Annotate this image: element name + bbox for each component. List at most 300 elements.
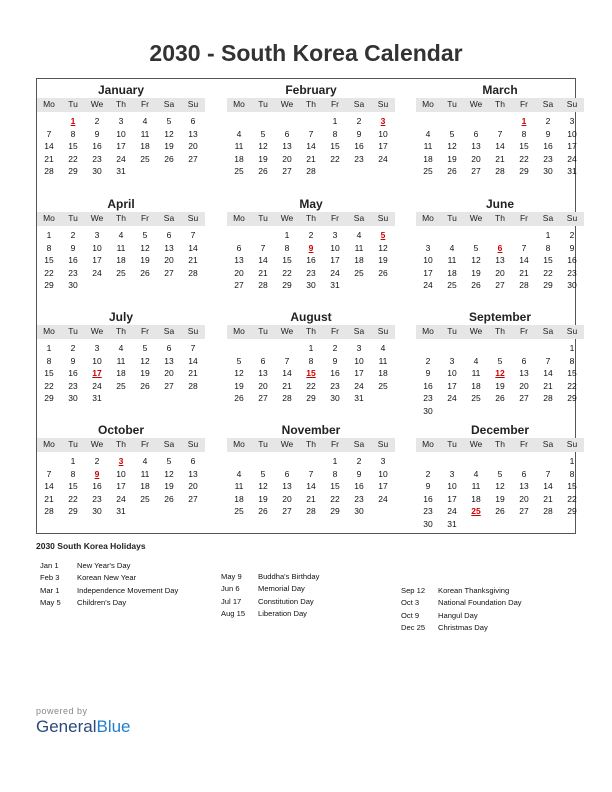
weekday-label: We [90,213,104,223]
day-cell: 21 [306,493,316,504]
day-cell: 15 [68,481,78,492]
day-cell: 29 [68,166,78,177]
day-cell: 20 [282,153,292,164]
day-cell: 17 [354,368,364,379]
month-december [416,419,584,527]
weekday-label: Mo [43,439,55,449]
weekday-label: Mo [422,439,434,449]
day-cell: 10 [378,128,388,139]
day-cell: 13 [188,128,198,139]
weekday-label: We [469,213,483,223]
holiday-name: National Foundation Day [438,598,522,608]
day-cell: 27 [188,153,198,164]
holiday-item [401,610,522,622]
day-cell: 6 [166,230,172,240]
holiday-date: Dec 25 [401,623,426,633]
day-cell: 10 [378,468,388,479]
day-cell: 17 [378,481,388,492]
day-cell: 15 [567,481,577,492]
day-cell: 13 [258,368,268,379]
month-name: May [299,197,323,211]
day-cell: 5 [236,355,242,366]
day-cell: 6 [260,355,266,366]
weekday-label: Su [187,326,199,336]
day-cell: 10 [567,128,577,139]
day-cell: 22 [68,153,78,164]
day-cell: 12 [378,242,388,253]
day-cell: 26 [258,166,268,177]
day-cell: 3 [118,116,124,126]
weekday-label: Th [116,439,126,449]
day-cell: 27 [234,280,244,291]
weekday-header [416,438,584,452]
weekday-label: Fr [519,213,529,223]
weekday-label: Sa [353,439,365,449]
holiday-day: 1 [70,116,76,126]
day-cell: 2 [356,456,362,466]
day-cell: 7 [46,128,52,139]
day-cell: 2 [569,230,575,240]
day-cell: 27 [495,280,505,291]
day-cell: 31 [447,519,457,529]
day-cell: 6 [284,468,290,479]
day-cell: 22 [567,380,577,391]
day-cell: 27 [164,380,174,391]
day-cell: 16 [567,255,577,266]
day-cell: 18 [140,141,150,152]
day-cell: 24 [354,380,364,391]
day-cell: 1 [332,116,338,126]
day-cell: 25 [378,380,388,391]
holiday-column [401,585,522,635]
brand-blue: Blue [96,717,131,736]
calendar-grid [36,78,576,534]
day-cell: 15 [68,141,78,152]
weekday-label: We [469,439,483,449]
day-cell: 9 [356,468,362,479]
day-cell: 1 [284,230,290,240]
day-cell: 13 [282,141,292,152]
holiday-name: Constitution Day [258,596,314,606]
weekday-label: Fr [140,213,150,223]
weekday-label: We [90,99,104,109]
day-cell: 20 [164,255,174,266]
day-cell: 17 [447,493,457,504]
weekday-label: Sa [163,213,175,223]
day-cell: 14 [543,368,553,379]
weekday-label: Th [116,99,126,109]
day-cell: 13 [495,255,505,266]
day-cell: 28 [282,393,292,404]
weekday-label: We [280,326,294,336]
day-cell: 6 [521,355,527,366]
holiday-date: Oct 3 [401,598,420,608]
day-cell: 5 [497,468,503,479]
weekday-label: Mo [233,99,245,109]
day-cell: 9 [545,128,551,139]
holiday-name: Korean Thanksgiving [438,586,510,595]
powered-by-text: powered by [36,706,88,716]
page-title: 2030 - South Korea Calendar [149,40,463,66]
holiday-name: Hangul Day [438,610,478,620]
day-cell: 14 [543,481,553,492]
day-cell: 18 [447,267,457,278]
weekday-label: Sa [163,439,175,449]
weekday-label: Su [377,439,389,449]
day-cell: 14 [258,255,268,266]
day-cell: 10 [116,468,126,479]
weekday-label: Tu [68,99,78,109]
day-cell: 28 [188,380,198,391]
day-cell: 22 [306,380,316,391]
day-cell: 13 [519,368,529,379]
day-cell: 29 [44,280,54,291]
holiday-date: Feb 3 [40,573,60,583]
weekday-label: Mo [233,439,245,449]
day-cell: 31 [116,166,126,177]
holiday-day: 25 [471,506,481,517]
day-cell: 21 [543,380,553,391]
weekday-label: Fr [330,326,340,336]
holiday-item [221,608,319,620]
holiday-item [401,585,522,597]
day-cell: 26 [258,506,268,517]
day-cell: 11 [234,141,244,152]
weekday-label: Su [377,99,389,109]
holiday-name: New Year's Day [77,561,131,570]
day-cell: 5 [497,355,503,366]
day-cell: 7 [260,242,266,253]
day-cell: 22 [567,493,577,504]
day-cell: 28 [44,506,54,517]
day-cell: 19 [258,493,268,504]
holiday-name: Memorial Day [258,584,305,594]
weekday-header [227,438,395,452]
day-cell: 13 [164,355,174,366]
weekday-label: Tu [447,439,457,449]
day-cell: 14 [519,255,529,266]
day-cell: 12 [447,141,457,152]
day-cell: 2 [94,116,100,126]
month-name: December [470,423,530,437]
day-cell: 9 [425,368,431,379]
day-cell: 1 [46,230,52,240]
month-march [416,79,584,187]
day-cell: 16 [68,368,78,379]
day-cell: 14 [188,242,198,253]
day-cell: 4 [473,355,479,366]
day-cell: 16 [354,141,364,152]
day-cell: 26 [495,393,505,404]
holiday-name: Korean New Year [77,573,137,583]
day-cell: 17 [378,141,388,152]
month-name: October [97,423,144,437]
day-cell: 4 [473,468,479,479]
day-cell: 23 [68,380,78,391]
day-cell: 1 [569,456,575,466]
month-may [227,193,395,301]
day-cell: 25 [471,393,481,404]
day-cell: 24 [116,153,126,164]
month-july [37,306,205,414]
day-cell: 5 [166,456,172,466]
day-cell: 23 [423,506,433,517]
day-cell: 8 [332,128,338,139]
day-cell: 26 [378,267,388,278]
day-cell: 30 [423,406,433,416]
weekday-label: Su [187,213,199,223]
day-cell: 2 [308,230,314,240]
holiday-column [40,560,178,610]
day-cell: 22 [44,267,54,278]
day-cell: 7 [521,242,527,253]
month-name: September [468,310,532,324]
day-cell: 1 [569,343,575,353]
day-cell: 6 [190,116,196,126]
day-cell: 10 [116,128,126,139]
weekday-label: Su [187,439,199,449]
day-cell: 12 [164,468,174,479]
day-cell: 10 [423,255,433,266]
holiday-name: Liberation Day [258,609,307,619]
holiday-day: 1 [521,116,527,126]
day-cell: 12 [258,141,268,152]
day-cell: 12 [258,481,268,492]
holiday-item [40,560,178,572]
day-cell: 11 [423,141,433,152]
day-cell: 28 [188,267,198,278]
day-cell: 4 [449,242,455,253]
weekday-label: We [280,99,294,109]
weekday-label: Tu [258,326,268,336]
day-cell: 10 [92,242,102,253]
day-cell: 17 [116,481,126,492]
weekday-header [37,438,205,452]
day-cell: 6 [190,456,196,466]
weekday-label: Th [306,213,316,223]
weekday-label: Fr [140,326,150,336]
day-cell: 15 [543,255,553,266]
day-cell: 16 [330,368,340,379]
day-cell: 27 [282,166,292,177]
holiday-name: Children's Day [77,598,127,608]
day-cell: 29 [567,506,577,517]
day-cell: 24 [447,393,457,404]
holiday-date: Aug 15 [221,609,246,619]
day-cell: 19 [140,368,150,379]
day-cell: 24 [423,280,433,291]
day-cell: 8 [569,355,575,366]
day-cell: 6 [473,128,479,139]
day-cell: 12 [140,242,150,253]
day-cell: 23 [423,393,433,404]
weekday-label: Sa [353,326,365,336]
weekday-label: Tu [447,326,457,336]
day-cell: 26 [140,380,150,391]
day-cell: 30 [92,506,102,517]
day-cell: 20 [234,267,244,278]
day-cell: 21 [306,153,316,164]
holiday-date: Mar 1 [40,585,60,595]
day-cell: 24 [378,153,388,164]
day-cell: 16 [92,141,102,152]
weekday-label: Th [306,439,316,449]
day-cell: 18 [354,255,364,266]
weekday-header [227,325,395,339]
day-cell: 14 [188,355,198,366]
day-cell: 18 [234,153,244,164]
holidays-title: 2030 South Korea Holidays [36,541,146,551]
day-cell: 29 [543,280,553,291]
day-cell: 16 [354,481,364,492]
day-cell: 23 [354,153,364,164]
day-cell: 31 [92,393,102,404]
generalblue-logo[interactable] [36,717,131,737]
day-cell: 27 [471,166,481,177]
day-cell: 23 [92,493,102,504]
weekday-label: Mo [43,213,55,223]
day-cell: 30 [68,280,78,291]
day-cell: 24 [447,506,457,517]
day-cell: 5 [260,128,266,139]
day-cell: 5 [142,343,148,353]
day-cell: 11 [447,255,457,266]
day-cell: 11 [471,368,481,379]
day-cell: 16 [92,481,102,492]
day-cell: 4 [118,343,124,353]
day-cell: 29 [44,393,54,404]
day-cell: 26 [234,393,244,404]
day-cell: 1 [308,343,314,353]
day-cell: 8 [332,468,338,479]
day-cell: 11 [234,481,244,492]
day-cell: 27 [519,506,529,517]
day-cell: 28 [44,166,54,177]
weekday-label: Su [566,99,578,109]
day-cell: 29 [282,280,292,291]
day-cell: 8 [70,468,76,479]
day-cell: 8 [46,355,52,366]
holiday-name: Independence Movement Day [77,585,179,595]
day-cell: 20 [164,368,174,379]
day-cell: 29 [330,506,340,517]
weekday-label: Sa [353,213,365,223]
day-cell: 21 [282,380,292,391]
month-september [416,306,584,414]
weekday-label: Sa [542,213,554,223]
day-cell: 10 [354,355,364,366]
day-cell: 26 [447,166,457,177]
weekday-label: We [90,326,104,336]
month-october [37,419,205,527]
weekday-label: We [280,439,294,449]
weekday-label: Mo [422,326,434,336]
day-cell: 2 [356,116,362,126]
day-cell: 24 [567,153,577,164]
day-cell: 12 [140,355,150,366]
day-cell: 12 [164,128,174,139]
weekday-label: Su [377,213,389,223]
day-cell: 23 [354,493,364,504]
day-cell: 28 [543,393,553,404]
day-cell: 7 [190,230,196,240]
holiday-date: Oct 9 [401,610,420,620]
day-cell: 10 [92,355,102,366]
weekday-label: Tu [258,99,268,109]
day-cell: 8 [284,242,290,253]
month-name: February [285,83,337,97]
holiday-date: May 5 [40,598,61,608]
day-cell: 19 [164,481,174,492]
day-cell: 2 [425,355,431,366]
day-cell: 3 [569,116,575,126]
day-cell: 19 [258,153,268,164]
holiday-date: Jul 17 [221,596,242,606]
day-cell: 8 [70,128,76,139]
day-cell: 17 [92,255,102,266]
month-name: June [485,197,514,211]
holiday-item [221,596,319,608]
weekday-label: Th [306,99,316,109]
weekday-label: Sa [542,326,554,336]
weekday-label: Mo [233,326,245,336]
day-cell: 8 [545,242,551,253]
weekday-header [227,212,395,226]
holiday-day: 5 [380,230,386,240]
day-cell: 28 [306,506,316,517]
day-cell: 17 [567,141,577,152]
weekday-label: Tu [68,213,78,223]
day-cell: 9 [70,242,76,253]
day-cell: 3 [449,468,455,479]
day-cell: 20 [258,380,268,391]
day-cell: 3 [356,343,362,353]
day-cell: 2 [425,468,431,479]
day-cell: 3 [94,343,100,353]
weekday-label: Th [495,326,505,336]
day-cell: 18 [378,368,388,379]
day-cell: 17 [116,141,126,152]
day-cell: 21 [258,267,268,278]
day-cell: 14 [282,368,292,379]
day-cell: 20 [188,141,198,152]
weekday-label: Tu [68,439,78,449]
day-cell: 6 [166,343,172,353]
holiday-name: Buddha's Birthday [258,572,320,581]
day-cell: 25 [447,280,457,291]
day-cell: 30 [543,166,553,177]
day-cell: 18 [423,153,433,164]
day-cell: 15 [330,481,340,492]
month-january [37,79,205,187]
weekday-label: Mo [43,99,55,109]
day-cell: 26 [495,506,505,517]
day-cell: 19 [495,380,505,391]
day-cell: 28 [543,506,553,517]
day-cell: 22 [282,267,292,278]
month-april [37,193,205,301]
weekday-label: Su [377,326,389,336]
holiday-item [401,597,522,609]
holiday-day: 9 [94,468,100,479]
weekday-label: We [469,99,483,109]
day-cell: 3 [332,230,338,240]
day-cell: 27 [258,393,268,404]
day-cell: 14 [306,141,316,152]
day-cell: 9 [70,355,76,366]
day-cell: 9 [425,481,431,492]
day-cell: 2 [545,116,551,126]
